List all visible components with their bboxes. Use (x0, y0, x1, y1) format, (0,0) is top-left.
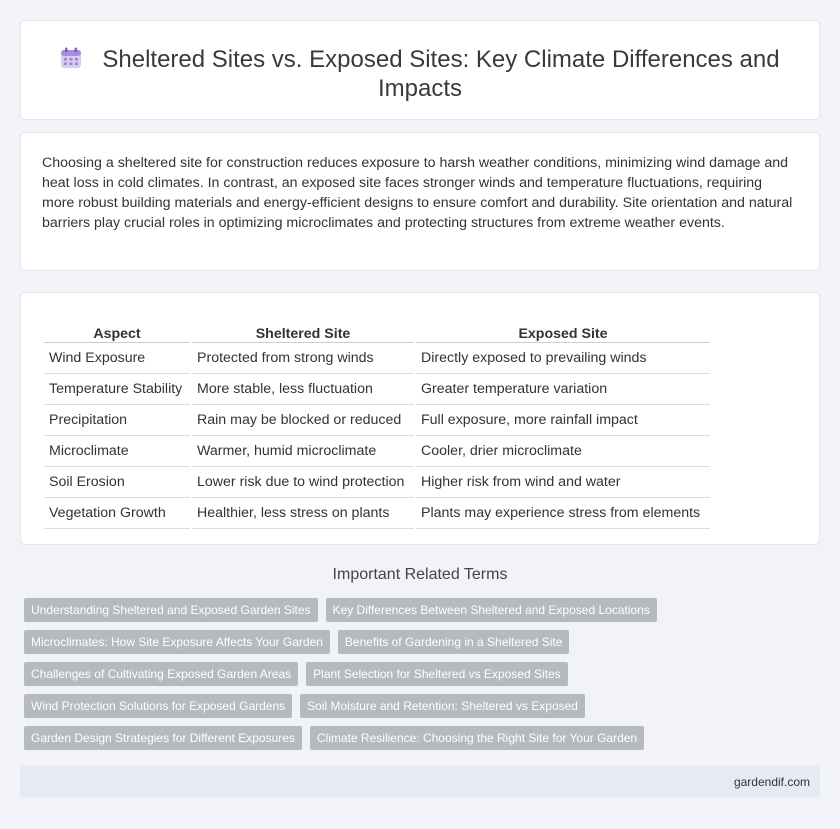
cell-sheltered: Protected from strong winds (192, 343, 414, 374)
cell-aspect: Vegetation Growth (44, 498, 190, 529)
table-header-row (44, 315, 710, 343)
cell-aspect: Wind Exposure (44, 343, 190, 374)
related-term-link[interactable]: Benefits of Gardening in a Sheltered Site (338, 630, 569, 654)
table-row (44, 343, 710, 374)
cell-sheltered: Healthier, less stress on plants (192, 498, 414, 529)
cell-aspect: Precipitation (44, 405, 190, 436)
tag-row (24, 630, 824, 654)
table-row (44, 405, 710, 436)
comparison-table-card (20, 292, 820, 545)
header-sheltered-site: Sheltered Site (192, 315, 414, 343)
header-exposed-site: Exposed Site (416, 315, 710, 343)
header-card (20, 20, 820, 120)
cell-aspect: Soil Erosion (44, 467, 190, 498)
page-title-row (21, 45, 819, 103)
comparison-table (42, 315, 712, 529)
related-term-link[interactable]: Microclimates: How Site Exposure Affects Your Garden (24, 630, 330, 654)
cell-sheltered: Lower risk due to wind protection (192, 467, 414, 498)
cell-exposed: Higher risk from wind and water (416, 467, 710, 498)
cell-aspect: Microclimate (44, 436, 190, 467)
related-term-link[interactable]: Challenges of Cultivating Exposed Garden Areas (24, 662, 298, 686)
tag-row (24, 694, 824, 718)
related-term-link[interactable]: Garden Design Strategies for Different Exposures (24, 726, 302, 750)
table-row (44, 498, 710, 529)
footer (20, 766, 820, 798)
cell-sheltered: Rain may be blocked or reduced (192, 405, 414, 436)
related-term-link[interactable]: Understanding Sheltered and Exposed Garden Sites (24, 598, 318, 622)
cell-exposed: Greater temperature variation (416, 374, 710, 405)
intro-card (20, 132, 820, 271)
related-terms-heading: Important Related Terms (332, 566, 508, 583)
related-terms-list (24, 598, 824, 758)
table-row (44, 374, 710, 405)
cell-exposed: Plants may experience stress from elements (416, 498, 710, 529)
intro-paragraph: Choosing a sheltered site for construction reduces exposure to harsh weather conditions, minimizing wind damage and heat loss in cold climates. In contrast, an exposed site faces stronger winds and temperature fluctuations, requiring more robust building materials and energy-efficient designs to ensure comfort and durability. Site orientation and natural barriers play crucial roles in optimizing microclimates and protecting structures from extreme weather events. (42, 155, 793, 231)
table-row (44, 436, 710, 467)
cell-sheltered: Warmer, humid microclimate (192, 436, 414, 467)
cell-exposed: Directly exposed to prevailing winds (416, 343, 710, 374)
table-row (44, 467, 710, 498)
related-term-link[interactable]: Soil Moisture and Retention: Sheltered vs Exposed (300, 694, 585, 718)
cell-exposed: Full exposure, more rainfall impact (416, 405, 710, 436)
page-title: Sheltered Sites vs. Exposed Sites: Key Climate Differences and Impacts (102, 46, 780, 102)
related-term-link[interactable]: Key Differences Between Sheltered and Exposed Locations (326, 598, 657, 622)
related-term-link[interactable]: Wind Protection Solutions for Exposed Gardens (24, 694, 292, 718)
cell-exposed: Cooler, drier microclimate (416, 436, 710, 467)
footer-site-link[interactable]: gardendif.com (733, 775, 810, 789)
related-term-link[interactable]: Plant Selection for Sheltered vs Exposed Sites (306, 662, 567, 686)
tag-row (24, 726, 824, 750)
related-term-link[interactable]: Climate Resilience: Choosing the Right Site for Your Garden (310, 726, 644, 750)
header-aspect: Aspect (44, 315, 190, 343)
cell-aspect: Temperature Stability (44, 374, 190, 405)
cell-sheltered: More stable, less fluctuation (192, 374, 414, 405)
tag-row (24, 662, 824, 686)
calendar-icon (60, 47, 82, 69)
tag-row (24, 598, 824, 622)
